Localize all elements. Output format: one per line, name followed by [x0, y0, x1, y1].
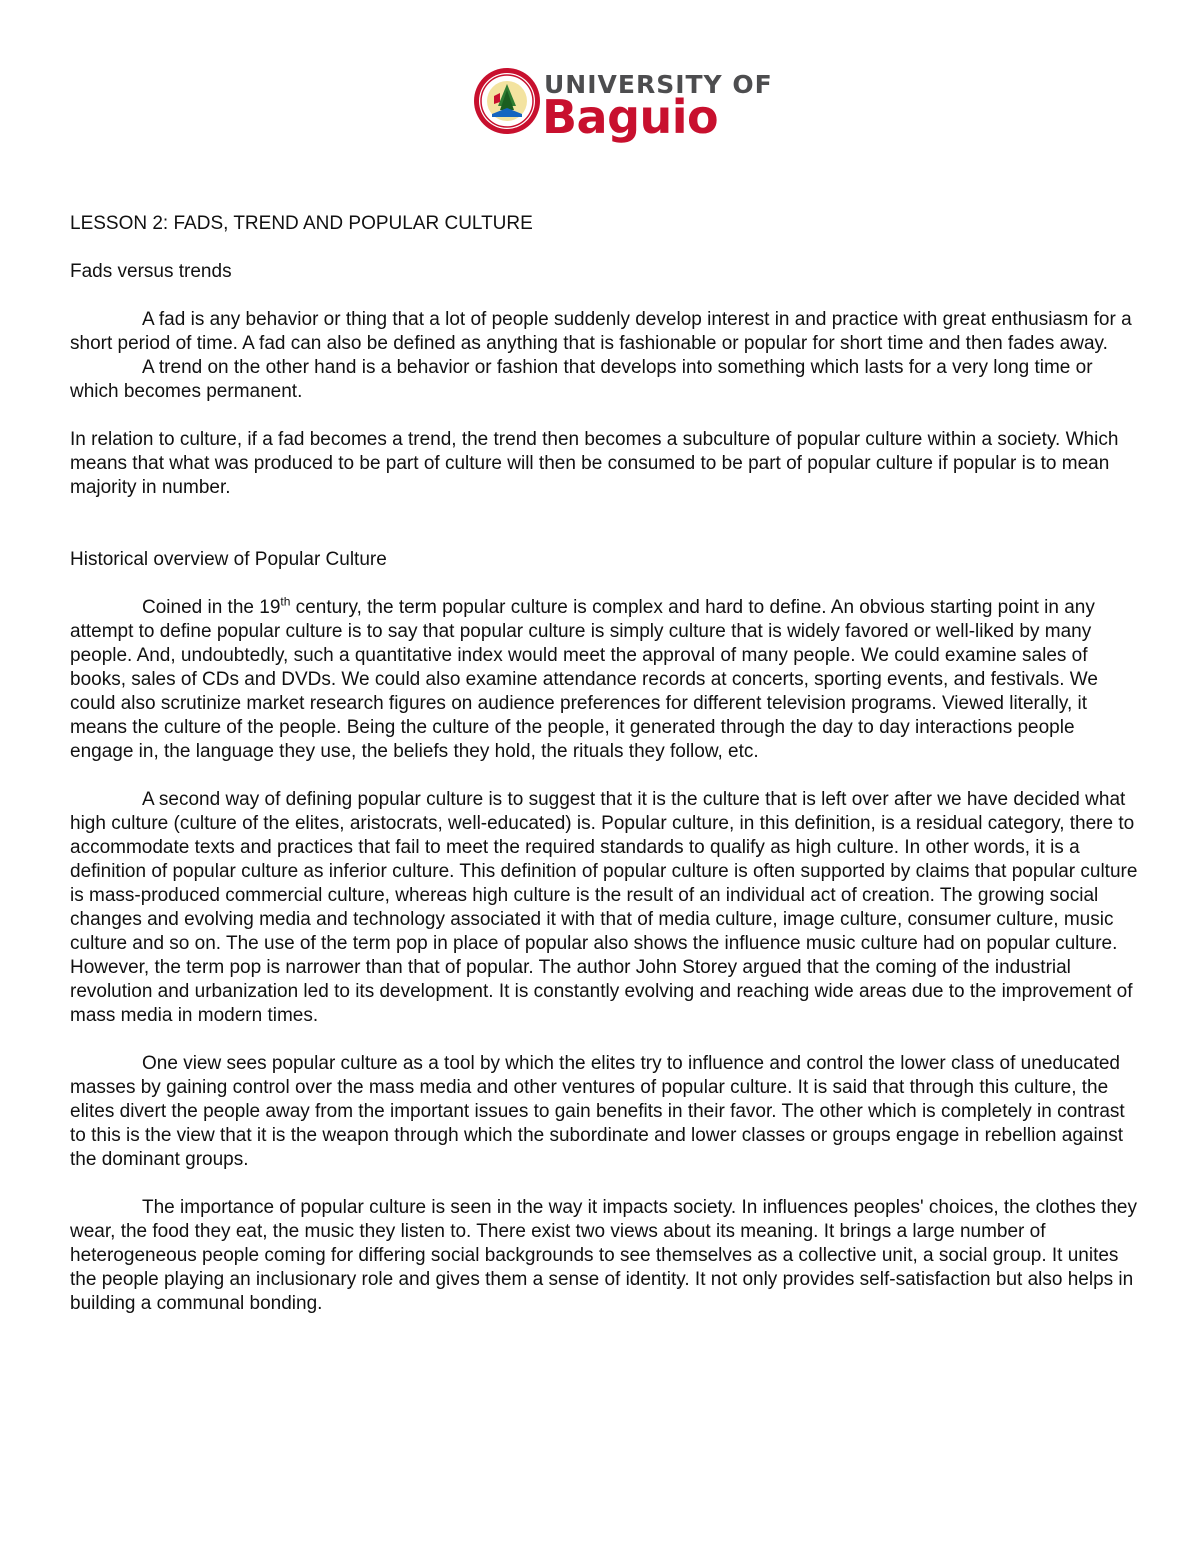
paragraph-coined-start: Coined in the 19 [142, 597, 281, 618]
paragraph-elites-view: One view sees popular culture as a tool by which the elites try to influence and control the lower class of uneducated masses by gaining control over the mass media and other ventures of popular culture. It is said that through this culture, the elites divert the people away from the important issues to gain benefits in their favor. The other which is completely in contrast to this is the view that it is the weapon through which the subordinate and lower classes or groups engage in rebellion against the dominant groups. [70, 1053, 1125, 1170]
logo-line2: Baguio [542, 90, 719, 144]
lesson-title: LESSON 2: FADS, TREND AND POPULAR CULTURE [70, 213, 533, 234]
paragraph-second-definition: A second way of defining popular culture is to suggest that it is the culture that is left over after we have decided what high culture (culture of the elites, aristocrats, well-educated) is. Popular culture, in this definition, is a residual category, there to accommodate texts and practices that fail to meet the required standards to qualify as high culture. In other words, it is a definition of popular culture as inferior culture. This definition of popular culture is often supported by claims that popular culture is mass-produced commercial culture, whereas high culture is the result of an individual act of creation. The growing social changes and evolving media and technology associated it with that of media culture, image culture, consumer culture, music culture and so on. The use of the term pop in place of popular also shows the influence music culture had on popular culture. However, the term pop is narrower than that of popular. The author John Storey argued that the coming of the industrial revolution and urbanization led to its development. It is constantly evolving and reaching wide areas due to the improvement of mass media in modern times. [70, 789, 1138, 1026]
section-heading-fads: Fads versus trends [70, 261, 232, 282]
paragraph-trend-definition: A trend on the other hand is a behavior or fashion that develops into something which lasts for a very long time or which becomes permanent. [70, 357, 1093, 402]
paragraph-importance: The importance of popular culture is seen in the way it impacts society. In influences peoples' choices, the clothes they wear, the food they eat, the music they listen to. There exist two views about its meaning. It brings a large number of heterogeneous people coming for differing social backgrounds to see themselves as a collective unit, a social group. It unites the people playing an inclusionary role and gives them a sense of identity. It not only provides self-satisfaction but also helps in building a communal bonding. [70, 1197, 1137, 1314]
university-seal-icon [472, 66, 542, 136]
section-heading-history: Historical overview of Popular Culture [70, 549, 387, 570]
paragraph-fad-definition: A fad is any behavior or thing that a lot of people suddenly develop interest in and practice with great enthusiasm for a short period of time. A fad can also be defined as anything that is fashionable or popular for short time and then fades away. [70, 309, 1132, 354]
document-body [70, 212, 1140, 1316]
logo-line1: UNIVERSITY OF [544, 70, 773, 99]
university-logo [472, 66, 773, 146]
paragraph-coined-rest: century, the term popular culture is complex and hard to define. An obvious starting point in any attempt to define popular culture is to say that popular culture is simply culture that is widely favored or well-liked by many people. And, undoubtedly, such a quantitative index would meet the approval of many people. We could examine sales of books, sales of CDs and DVDs. We could also examine attendance records at concerts, sporting events, and festivals. We could also scrutinize market research figures on audience preferences for different television programs. Viewed literally, it means the culture of the people. Being the culture of the people, it generated through the day to day interactions people engage in, the language they use, the beliefs they hold, the rituals they follow, etc. [70, 597, 1098, 762]
paragraph-coined [70, 596, 1140, 764]
paragraph-culture-relation: In relation to culture, if a fad becomes a trend, the trend then becomes a subculture of popular culture within a society. Which means that what was produced to be part of culture will then be consumed to be part of popular culture if popular is to mean majority in number. [70, 429, 1119, 498]
ordinal-superscript: th [280, 594, 291, 609]
